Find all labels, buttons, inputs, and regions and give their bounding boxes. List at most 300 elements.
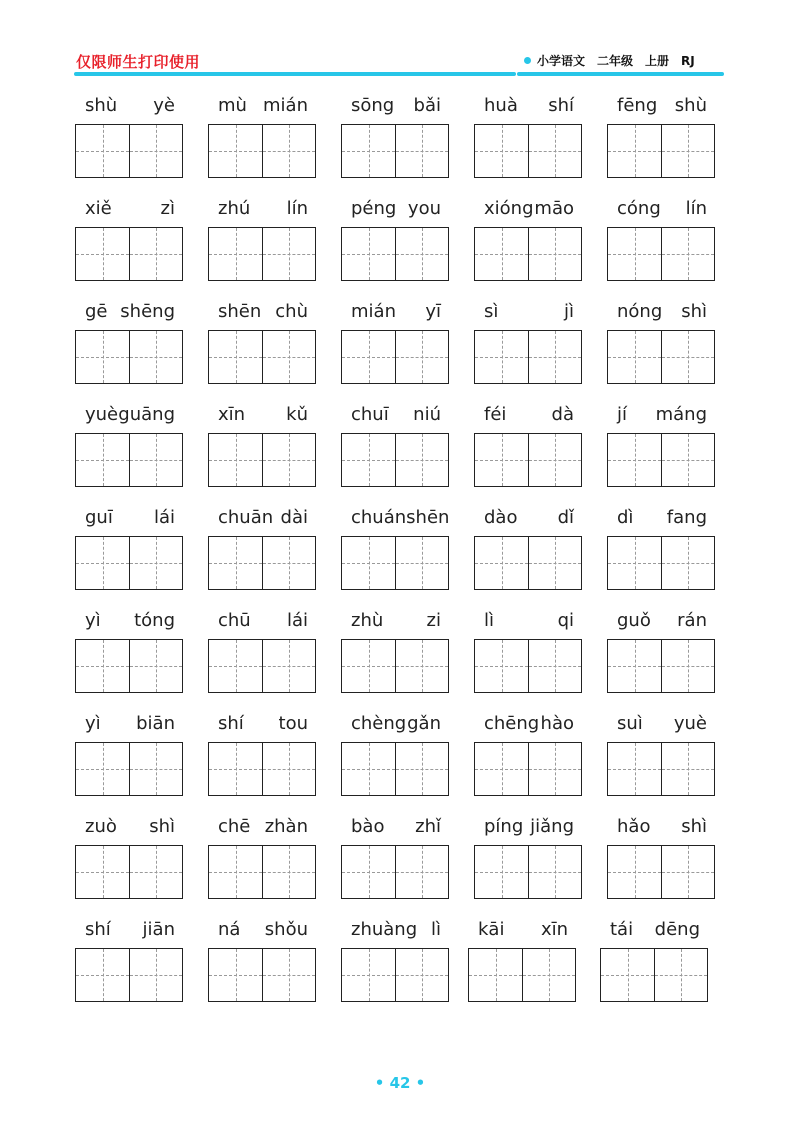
pinyin-syllable: zhú	[218, 197, 251, 219]
pinyin-syllable: shì	[149, 815, 175, 837]
character-writing-box[interactable]	[608, 846, 661, 898]
guide-line-vertical	[628, 949, 629, 1001]
tianzige-boxes	[474, 433, 582, 487]
pinyin-label	[208, 504, 318, 530]
guide-line-vertical	[688, 434, 689, 486]
pinyin-syllable: nóng	[617, 300, 663, 322]
pinyin-syllable: chuān	[218, 506, 274, 528]
word-cell	[75, 607, 185, 697]
word-cell	[208, 504, 318, 594]
character-writing-box[interactable]	[608, 434, 661, 486]
pinyin-syllable: shù	[85, 94, 118, 116]
pinyin-syllable: guǒ	[617, 609, 651, 631]
guide-line-vertical	[369, 743, 370, 795]
guide-line-vertical	[103, 743, 104, 795]
header-rule-left	[74, 72, 516, 76]
pinyin-label	[341, 92, 451, 118]
character-writing-box[interactable]	[661, 331, 714, 383]
character-writing-box[interactable]	[262, 640, 315, 692]
tianzige-boxes	[75, 639, 183, 693]
pinyin-syllable: yuè	[85, 403, 119, 425]
guide-line-vertical	[555, 125, 556, 177]
character-writing-box[interactable]	[522, 949, 575, 1001]
guide-line-vertical	[289, 640, 290, 692]
pinyin-syllable: shí	[218, 712, 244, 734]
guide-line-vertical	[688, 640, 689, 692]
pinyin-syllable: dēng	[654, 918, 700, 940]
character-writing-box[interactable]	[129, 949, 182, 1001]
guide-line-vertical	[156, 640, 157, 692]
character-writing-box[interactable]	[475, 331, 528, 383]
guide-line-vertical	[236, 949, 237, 1001]
word-cell	[208, 401, 318, 491]
guide-line-vertical	[236, 125, 237, 177]
pinyin-label	[208, 813, 318, 839]
character-writing-box[interactable]	[654, 949, 707, 1001]
pinyin-syllable: lái	[153, 506, 175, 528]
tianzige-boxes	[208, 227, 316, 281]
pinyin-syllable: shì	[681, 815, 707, 837]
guide-line-vertical	[103, 331, 104, 383]
word-cell	[208, 813, 318, 903]
pinyin-syllable: shēn	[406, 506, 450, 528]
word-cell	[75, 401, 185, 491]
character-writing-box[interactable]	[469, 949, 522, 1001]
page-number-bullet-left: •	[374, 1074, 390, 1092]
pinyin-syllable: jiān	[142, 918, 175, 940]
pinyin-syllable: xīn	[540, 918, 568, 940]
pinyin-syllable: gē	[85, 300, 108, 322]
guide-line-vertical	[369, 228, 370, 280]
pinyin-syllable: shù	[674, 94, 707, 116]
word-cell	[208, 92, 318, 182]
guide-line-vertical	[369, 331, 370, 383]
guide-line-vertical	[236, 846, 237, 898]
word-cell	[474, 298, 584, 388]
pinyin-syllable: píng	[484, 815, 524, 837]
tianzige-boxes	[341, 742, 449, 796]
character-writing-box[interactable]	[608, 640, 661, 692]
character-writing-box[interactable]	[342, 846, 395, 898]
character-writing-box[interactable]	[395, 846, 448, 898]
pinyin-label	[208, 298, 318, 324]
word-cell	[474, 401, 584, 491]
guide-line-vertical	[502, 537, 503, 589]
pinyin-syllable: lì	[484, 609, 495, 631]
character-writing-box[interactable]	[76, 434, 129, 486]
character-writing-box[interactable]	[475, 640, 528, 692]
pinyin-label	[341, 504, 451, 530]
pinyin-syllable: shì	[681, 300, 707, 322]
pinyin-label	[75, 916, 185, 942]
pinyin-syllable: yì	[85, 712, 101, 734]
character-writing-box[interactable]	[528, 125, 581, 177]
character-writing-box[interactable]	[129, 228, 182, 280]
pinyin-syllable: jì	[563, 300, 574, 322]
character-writing-box[interactable]	[661, 640, 714, 692]
guide-line-vertical	[236, 434, 237, 486]
guide-line-vertical	[422, 949, 423, 1001]
guide-line-vertical	[555, 434, 556, 486]
tianzige-boxes	[607, 124, 715, 178]
pinyin-label	[75, 607, 185, 633]
guide-line-vertical	[236, 537, 237, 589]
character-writing-box[interactable]	[661, 537, 714, 589]
character-writing-box[interactable]	[76, 949, 129, 1001]
character-writing-box[interactable]	[661, 743, 714, 795]
guide-line-vertical	[103, 537, 104, 589]
pinyin-label	[600, 916, 710, 942]
pinyin-syllable: jí	[617, 403, 628, 425]
pinyin-label	[341, 710, 451, 736]
character-writing-box[interactable]	[395, 640, 448, 692]
character-writing-box[interactable]	[395, 331, 448, 383]
character-writing-box[interactable]	[395, 537, 448, 589]
guide-line-vertical	[688, 537, 689, 589]
word-cell	[341, 813, 451, 903]
character-writing-box[interactable]	[608, 331, 661, 383]
pinyin-syllable: mián	[263, 94, 308, 116]
pinyin-label	[474, 298, 584, 324]
pinyin-syllable: jiǎng	[530, 815, 574, 837]
character-writing-box[interactable]	[129, 743, 182, 795]
pinyin-label	[468, 916, 578, 942]
character-writing-box[interactable]	[129, 434, 182, 486]
character-writing-box[interactable]	[262, 331, 315, 383]
character-writing-box[interactable]	[395, 949, 448, 1001]
tianzige-boxes	[607, 742, 715, 796]
word-cell	[607, 607, 717, 697]
pinyin-syllable: qi	[557, 609, 574, 631]
guide-line-vertical	[156, 949, 157, 1001]
character-writing-box[interactable]	[475, 228, 528, 280]
guide-line-vertical	[688, 331, 689, 383]
pinyin-syllable: xióng	[484, 197, 534, 219]
guide-line-vertical	[555, 846, 556, 898]
character-writing-box[interactable]	[475, 125, 528, 177]
character-writing-box[interactable]	[262, 846, 315, 898]
pinyin-syllable: niú	[413, 403, 441, 425]
pinyin-syllable: zuò	[85, 815, 117, 837]
character-writing-box[interactable]	[661, 434, 714, 486]
word-cell	[607, 298, 717, 388]
pinyin-label	[208, 710, 318, 736]
character-writing-box[interactable]	[342, 537, 395, 589]
word-cell	[75, 504, 185, 594]
character-writing-box[interactable]	[661, 228, 714, 280]
pinyin-label	[607, 710, 717, 736]
character-writing-box[interactable]	[76, 640, 129, 692]
pinyin-label	[607, 607, 717, 633]
pinyin-label	[208, 92, 318, 118]
word-cell	[341, 298, 451, 388]
character-writing-box[interactable]	[209, 537, 262, 589]
tianzige-boxes	[75, 124, 183, 178]
pinyin-syllable: kāi	[478, 918, 505, 940]
guide-line-vertical	[103, 228, 104, 280]
guide-line-vertical	[289, 537, 290, 589]
page-header	[0, 0, 800, 90]
pinyin-syllable: zhǐ	[415, 815, 441, 837]
character-writing-box[interactable]	[262, 537, 315, 589]
character-writing-box[interactable]	[209, 846, 262, 898]
character-writing-box[interactable]	[209, 743, 262, 795]
character-writing-box[interactable]	[129, 640, 182, 692]
guide-line-vertical	[422, 846, 423, 898]
character-writing-box[interactable]	[475, 743, 528, 795]
character-writing-box[interactable]	[528, 434, 581, 486]
page-number-bullet-right: •	[410, 1074, 426, 1092]
pinyin-syllable: māo	[534, 197, 574, 219]
pinyin-syllable: zhàn	[264, 815, 308, 837]
pinyin-syllable: féi	[484, 403, 507, 425]
course-info	[524, 52, 695, 69]
tianzige-boxes	[208, 845, 316, 899]
guide-line-vertical	[369, 537, 370, 589]
pinyin-syllable: shí	[85, 918, 111, 940]
course-subject: 小学语文	[537, 54, 586, 68]
guide-line-vertical	[555, 640, 556, 692]
pinyin-label	[474, 195, 584, 221]
pinyin-syllable: xīn	[218, 403, 246, 425]
guide-line-vertical	[289, 125, 290, 177]
tianzige-boxes	[341, 845, 449, 899]
word-cell	[75, 813, 185, 903]
pinyin-syllable: shǒu	[264, 918, 308, 940]
pinyin-syllable: zi	[426, 609, 441, 631]
pinyin-label	[75, 92, 185, 118]
character-writing-box[interactable]	[395, 434, 448, 486]
pinyin-syllable: hǎo	[617, 815, 651, 837]
character-writing-box[interactable]	[342, 434, 395, 486]
pinyin-syllable: suì	[617, 712, 643, 734]
guide-line-vertical	[422, 331, 423, 383]
character-writing-box[interactable]	[528, 331, 581, 383]
guide-line-vertical	[549, 949, 550, 1001]
tianzige-boxes	[468, 948, 576, 1002]
pinyin-label	[75, 504, 185, 530]
pinyin-label	[341, 607, 451, 633]
character-writing-box[interactable]	[262, 125, 315, 177]
character-writing-box[interactable]	[129, 125, 182, 177]
character-writing-box[interactable]	[262, 949, 315, 1001]
word-cell	[474, 504, 584, 594]
character-writing-box[interactable]	[528, 228, 581, 280]
pinyin-label	[474, 813, 584, 839]
character-writing-box[interactable]	[395, 743, 448, 795]
pinyin-syllable: rán	[677, 609, 707, 631]
pinyin-syllable: dì	[617, 506, 634, 528]
character-writing-box[interactable]	[129, 537, 182, 589]
character-writing-box[interactable]	[601, 949, 654, 1001]
word-cell	[75, 195, 185, 285]
tianzige-boxes	[75, 742, 183, 796]
tianzige-boxes	[75, 845, 183, 899]
pinyin-syllable: shí	[548, 94, 574, 116]
character-writing-box[interactable]	[528, 743, 581, 795]
character-writing-box[interactable]	[342, 949, 395, 1001]
guide-line-vertical	[422, 743, 423, 795]
course-edition: RJ	[681, 54, 695, 68]
character-writing-box[interactable]	[209, 640, 262, 692]
guide-line-vertical	[635, 331, 636, 383]
character-writing-box[interactable]	[209, 949, 262, 1001]
pinyin-syllable: yì	[85, 609, 101, 631]
character-writing-box[interactable]	[342, 331, 395, 383]
guide-line-vertical	[555, 331, 556, 383]
pinyin-syllable: dào	[484, 506, 518, 528]
guide-line-vertical	[688, 125, 689, 177]
tianzige-boxes	[208, 639, 316, 693]
pinyin-syllable: yè	[153, 94, 175, 116]
character-writing-box[interactable]	[608, 537, 661, 589]
guide-line-vertical	[635, 228, 636, 280]
tianzige-boxes	[341, 433, 449, 487]
character-writing-box[interactable]	[342, 640, 395, 692]
word-cell	[341, 607, 451, 697]
character-writing-box[interactable]	[76, 331, 129, 383]
character-writing-box[interactable]	[209, 331, 262, 383]
character-writing-box[interactable]	[608, 228, 661, 280]
word-cell	[600, 916, 710, 1006]
guide-line-vertical	[422, 228, 423, 280]
tianzige-boxes	[341, 227, 449, 281]
character-writing-box[interactable]	[395, 228, 448, 280]
pinyin-syllable: lái	[286, 609, 308, 631]
character-writing-box[interactable]	[342, 743, 395, 795]
character-writing-box[interactable]	[262, 743, 315, 795]
bullet-dot-icon	[524, 57, 531, 64]
guide-line-vertical	[422, 537, 423, 589]
pinyin-syllable: chū	[218, 609, 251, 631]
pinyin-syllable: fēng	[617, 94, 658, 116]
character-writing-box[interactable]	[209, 434, 262, 486]
guide-line-vertical	[502, 640, 503, 692]
guide-line-vertical	[103, 846, 104, 898]
pinyin-label	[341, 195, 451, 221]
character-writing-box[interactable]	[528, 846, 581, 898]
pinyin-label	[474, 401, 584, 427]
guide-line-vertical	[681, 949, 682, 1001]
pinyin-syllable: shēng	[120, 300, 175, 322]
pinyin-syllable: dài	[280, 506, 308, 528]
character-writing-box[interactable]	[76, 743, 129, 795]
pinyin-label	[607, 813, 717, 839]
guide-line-vertical	[635, 743, 636, 795]
pinyin-syllable: chuán	[351, 506, 407, 528]
tianzige-boxes	[474, 536, 582, 590]
character-writing-box[interactable]	[342, 125, 395, 177]
character-writing-box[interactable]	[661, 125, 714, 177]
guide-line-vertical	[422, 434, 423, 486]
character-writing-box[interactable]	[76, 537, 129, 589]
guide-line-vertical	[502, 434, 503, 486]
character-writing-box[interactable]	[262, 434, 315, 486]
tianzige-boxes	[341, 536, 449, 590]
character-writing-box[interactable]	[608, 125, 661, 177]
guide-line-vertical	[502, 846, 503, 898]
guide-line-vertical	[289, 228, 290, 280]
tianzige-boxes	[607, 536, 715, 590]
guide-line-vertical	[369, 640, 370, 692]
tianzige-boxes	[75, 536, 183, 590]
pinyin-label	[607, 195, 717, 221]
character-writing-box[interactable]	[661, 846, 714, 898]
character-writing-box[interactable]	[129, 846, 182, 898]
tianzige-boxes	[607, 433, 715, 487]
tianzige-boxes	[208, 330, 316, 384]
pinyin-syllable: ná	[218, 918, 241, 940]
guide-line-vertical	[635, 434, 636, 486]
pinyin-syllable: chē	[218, 815, 251, 837]
pinyin-syllable: kǔ	[286, 403, 308, 425]
guide-line-vertical	[289, 434, 290, 486]
tianzige-boxes	[341, 124, 449, 178]
tianzige-boxes	[474, 124, 582, 178]
character-writing-box[interactable]	[528, 640, 581, 692]
pinyin-label	[607, 92, 717, 118]
word-cell	[75, 710, 185, 800]
pinyin-label	[474, 710, 584, 736]
character-writing-box[interactable]	[76, 846, 129, 898]
character-writing-box[interactable]	[129, 331, 182, 383]
pinyin-syllable: sōng	[351, 94, 395, 116]
pinyin-label	[474, 504, 584, 530]
pinyin-label	[474, 607, 584, 633]
tianzige-boxes	[208, 948, 316, 1002]
pinyin-syllable: guāng	[118, 403, 175, 425]
pinyin-syllable: yuè	[673, 712, 707, 734]
word-cell	[474, 607, 584, 697]
pinyin-syllable: máng	[655, 403, 707, 425]
guide-line-vertical	[369, 949, 370, 1001]
tianzige-boxes	[607, 845, 715, 899]
tianzige-boxes	[474, 330, 582, 384]
character-writing-box[interactable]	[528, 537, 581, 589]
word-cell	[474, 710, 584, 800]
pinyin-label	[607, 298, 717, 324]
guide-line-vertical	[502, 331, 503, 383]
character-writing-box[interactable]	[76, 228, 129, 280]
tianzige-boxes	[607, 330, 715, 384]
pinyin-label	[208, 195, 318, 221]
page-number-value: 42	[389, 1074, 411, 1092]
character-writing-box[interactable]	[475, 434, 528, 486]
character-writing-box[interactable]	[342, 228, 395, 280]
guide-line-vertical	[289, 743, 290, 795]
character-writing-box[interactable]	[475, 537, 528, 589]
character-writing-box[interactable]	[262, 228, 315, 280]
character-writing-box[interactable]	[608, 743, 661, 795]
word-cell	[208, 710, 318, 800]
guide-line-vertical	[688, 228, 689, 280]
pinyin-syllable: mù	[218, 94, 247, 116]
character-writing-box[interactable]	[209, 125, 262, 177]
pinyin-syllable: dǐ	[557, 506, 574, 528]
pinyin-label	[75, 710, 185, 736]
character-writing-box[interactable]	[395, 125, 448, 177]
character-writing-box[interactable]	[76, 125, 129, 177]
pinyin-label	[607, 401, 717, 427]
word-cell	[607, 504, 717, 594]
word-cell	[607, 710, 717, 800]
word-cell	[341, 92, 451, 182]
pinyin-label	[208, 401, 318, 427]
character-writing-box[interactable]	[209, 228, 262, 280]
character-writing-box[interactable]	[475, 846, 528, 898]
pinyin-syllable: hào	[540, 712, 574, 734]
guide-line-vertical	[156, 846, 157, 898]
